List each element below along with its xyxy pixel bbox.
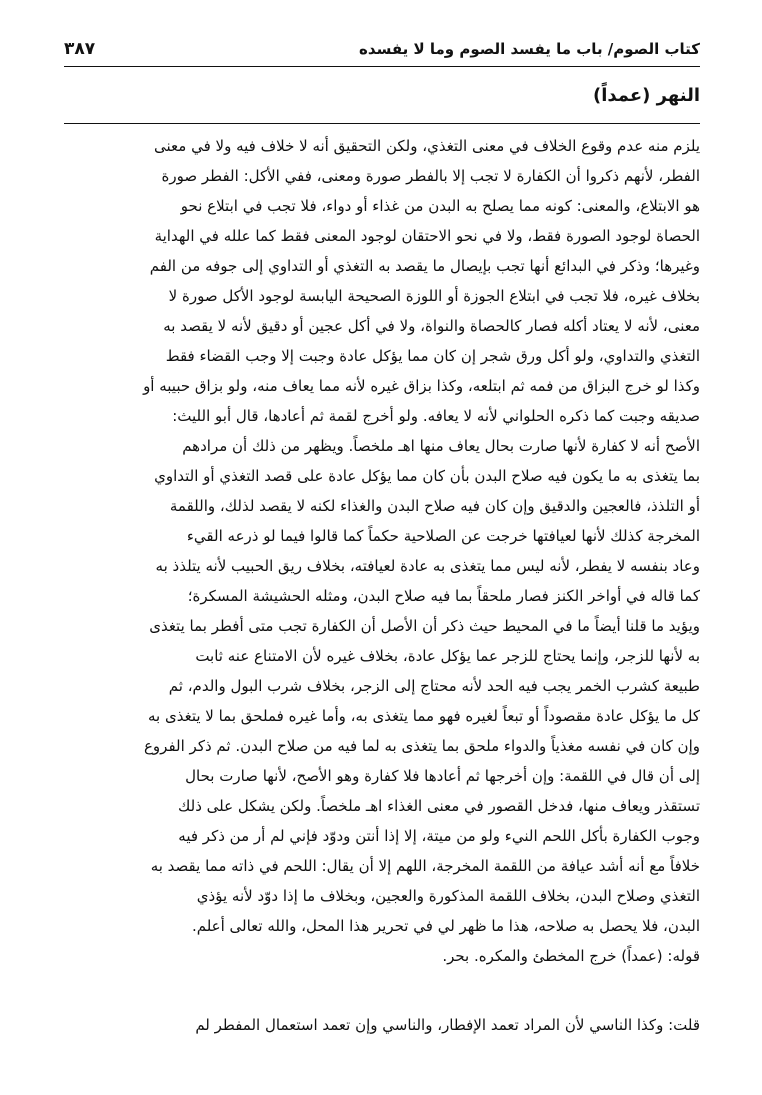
- text-line: خلافاً مع أنه أشد عيافة من اللقمة المخرجة، اللهم إلا أن يقال: اللحم في ذاته مما يقصد به: [150, 857, 700, 875]
- text-line: تستقذر ويعاف منها، فدخل القصور في معنى الغذاء اهـ ملخصاً. ولكن يشكل على ذلك: [177, 797, 700, 815]
- text-line: البدن، فلا يحصل به صلاحه، هذا ما ظهر لي في تحرير هذا المحل، والله تعالى أعلم.: [191, 917, 700, 935]
- text-line: وعاد بنفسه لا يفطر، لأنه ليس مما يتغذى به عادة لعيافته، بخلاف ريق الحبيب لأنه يتلذذ به: [155, 557, 700, 575]
- annotator-note: [64, 1010, 700, 1040]
- text-line: وإن كان في نفسه مغذياً والدواء ملحق بما يتغذى به لما فيه من صلاح البدن. ثم ذكر الفروع: [143, 737, 700, 755]
- text-line: المخرجة كذلك لأنها لعيافتها خرجت عن الصلاحية حكماً كما قالوا فيما لو ذرعه القيء: [186, 527, 700, 545]
- text-line: قوله: (عمداً) خرج المخطئ والمكره. بحر.: [442, 947, 700, 965]
- text-line: إلى أن قال في اللقمة: وإن أخرجها ثم أعادها فلا كفارة وهو الأصح، لأنها صارت بحال: [185, 767, 700, 785]
- text-line: وكذا لو خرج البزاق من فمه ثم ابتلعه، وكذا بزاق غيره لأنه مما يعاف منه، ولو بزاق حبيبه أو: [143, 377, 700, 395]
- commentary-body: [64, 131, 700, 971]
- text-line: وغيرها؛ وذكر في البدائع أنها تجب بإيصال ما يقصد به التغذي أو التداوي إلى جوفه من الفم: [149, 257, 700, 275]
- text-line: صديقه وجبت كما ذكره الحلواني لأنه لا يعافه. ولو أخرج لقمة ثم أعادها، قال أبو الليث:: [172, 407, 700, 425]
- text-line: ويؤيد ما قلنا أيضاً ما في المحيط حيث ذكر أن الأصل أن الكفارة تجب متى أفطر بما يتغذى: [149, 617, 700, 635]
- running-title: كتاب الصوم/ باب ما يفسد الصوم وما لا يفسده: [359, 40, 700, 58]
- text-line: بما يتغذى به ما يكون فيه صلاح البدن بأن كان مما يؤكل عادة على قصد التغذي أو التداوي: [154, 467, 700, 485]
- text-line: كل ما يؤكل عادة مقصوداً أو تبعاً لغيره فهو مما يتغذى به، وأما غيره فملحق بما لا يتغذى به: [147, 707, 700, 725]
- text-line: بخلاف غيره، فلا تجب في ابتلاع الجوزة أو اللوزة الصحيحة اليابسة لوجود الأكل صورة لا: [168, 287, 700, 305]
- text-line: به لأنها للزجر، وإنما يحتاج للزجر عما يؤكل عادة، بخلاف غيره لأن الامتناع عنه ثابت: [195, 647, 700, 665]
- text-line: معنى، لأنه لا يعتاد أكله فصار كالحصاة والنواة، ولا في أكل عجين أو دقيق لأنه لا يقصد به: [163, 317, 700, 335]
- text-line: الفطر، لأنهم ذكروا أن الكفارة لا تجب إلا بالفطر صورة ومعنى، ففي الأكل: الفطر صورة: [161, 167, 700, 185]
- text-line: يلزم منه عدم وقوع الخلاف في معنى التغذي، ولكن التحقيق أنه لا خلاف فيه ولا في معنى: [154, 137, 700, 155]
- header-rule: [64, 66, 700, 67]
- running-header: [64, 34, 700, 64]
- text-line: التغذي وصلاح البدن، بخلاف اللقمة المذكورة والعجين، وبخلاف ما إذا دوّد لأنه يؤذي: [196, 887, 700, 905]
- page-number: ٣٨٧: [64, 39, 96, 59]
- section-lemma: النهر (عمداً): [592, 85, 700, 106]
- section-rule: [64, 123, 700, 124]
- text-line: الحصاة لوجود الصورة فقط، ولا في نحو الاحتقان لوجود المعنى فقط كما علله في الهداية: [154, 227, 700, 245]
- text-line: التغذي والتداوي، ولو أكل ورق شجر إن كان مما يؤكل عادة وجبت إلا وجب القضاء فقط: [165, 347, 700, 365]
- text-line: أو التلذذ، فالعجين والدقيق وإن كان فيه صلاح البدن والغذاء لكنه لا يقصد لذلك، واللقمة: [169, 497, 700, 515]
- text-line: كما قاله في أواخر الكنز فصار ملحقاً بما فيه صلاح البدن، ومثله الحشيشة المسكرة؛: [187, 587, 700, 605]
- text-line: هو الابتلاع، والمعنى: كونه مما يصلح به البدن من غذاء أو دواء، فلا تجب في ابتلاع نحو: [180, 197, 700, 215]
- text-line: وجوب الكفارة بأكل اللحم النيء ولو من ميتة، إلا إذا أنتن ودوّد فإني لم أر من ذكر فيه: [178, 827, 700, 845]
- note-line: قلت: وكذا الناسي لأن المراد تعمد الإفطار، والناسي وإن تعمد استعمال المفطر لم: [195, 1016, 700, 1034]
- text-line: طبيعة كشرب الخمر يجب فيه الحد لأنه محتاج إلى الزجر، بخلاف شرب البول والدم، ثم: [168, 677, 700, 695]
- text-line: الأصح أنه لا كفارة لأنها صارت بحال يعاف منها اهـ ملخصاً. ويظهر من ذلك أن مرادهم: [182, 437, 700, 455]
